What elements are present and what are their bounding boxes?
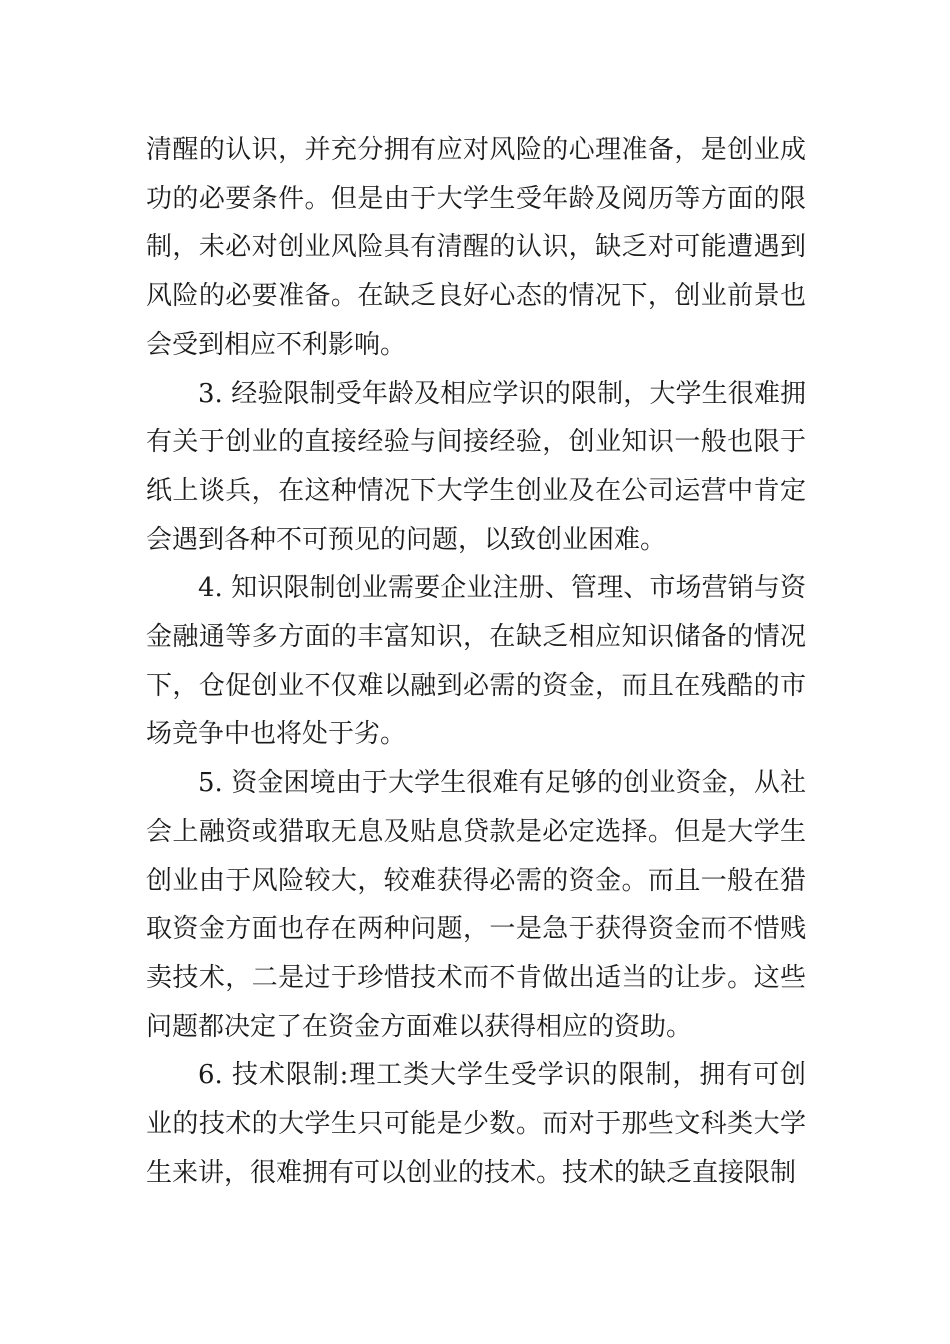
paragraph-knowledge-limit: 4. 知识限制创业需要企业注册、管理、市场营销与资金融通等多方面的丰富知识，在缺乏相应知识储备的情况下，仓促创业不仅难以融到必需的资金，而且在残酷的市场竞争中也将处于劣。: [146, 573, 806, 750]
document-body: [146, 126, 806, 1197]
paragraph-experience-limit: 3. 经验限制受年龄及相应学识的限制，大学生很难拥有关于创业的直接经验与间接经验，创业知识一般也限于纸上谈兵，在这种情况下大学生创业及在公司运营中肯定会遇到各种不可预见的问题，以致创业困难。: [146, 378, 806, 555]
paragraph-technology-limit: 6. 技术限制:理工类大学生受学识的限制，拥有可创业的技术的大学生只可能是少数。而对于那些文科类大学生来讲，很难拥有可以创业的技术。技术的缺乏直接限制: [146, 1060, 806, 1188]
paragraph-continuation: 清醒的认识，并充分拥有应对风险的心理准备，是创业成功的必要条件。但是由于大学生受年龄及阅历等方面的限制，未必对创业风险具有清醒的认识，缺乏对可能遭遇到风险的必要准备。在缺乏良好心态的情况下，创业前景也会受到相应不利影响。: [146, 135, 806, 360]
paragraph-funding-difficulty: 5. 资金困境由于大学生很难有足够的创业资金，从社会上融资或猎取无息及贴息贷款是必定选择。但是大学生创业由于风险较大，较难获得必需的资金。而且一般在猎取资金方面也存在两种问题，一是急于获得资金而不惜贱卖技术，二是过于珍惜技术而不肯做出适当的让步。这些问题都决定了在资金方面难以获得相应的资助。: [146, 768, 806, 1042]
